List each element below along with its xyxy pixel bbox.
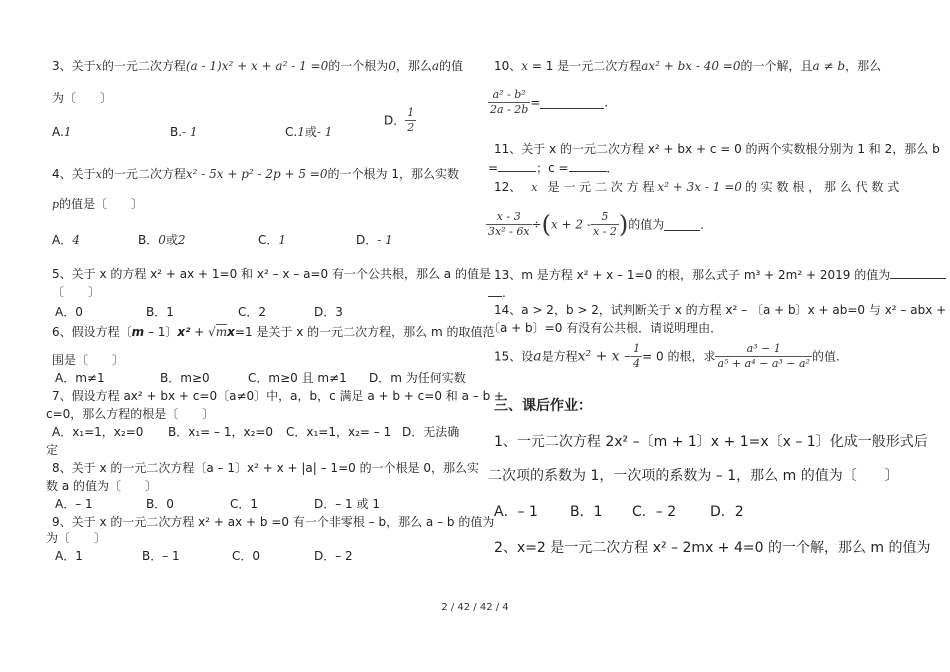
q10-line1	[494, 58, 881, 74]
q14-line2: 〔a + b〕=0 有没有公共根．请说明理由．	[488, 321, 723, 335]
hw2-line1: 2、x=2 是一元二次方程 x² – 2mx + 4=0 的一个解，那么 m 的值为	[494, 540, 931, 556]
q4-var-p: p	[52, 198, 60, 211]
q15-g-den: a⁵ + a⁴ − a³ − a²	[717, 357, 810, 370]
q10-equals: =	[530, 95, 541, 110]
hw1-line1: 1、一元二次方程 2x² –〔m + 1〕x + 1=x〔x – 1〕化成一般形式后	[494, 434, 928, 450]
q6-sqrt: √m	[208, 325, 228, 339]
q15-line	[494, 342, 840, 371]
q12-text-c: 的 实 数 根 ， 那 么 代 数 式	[744, 180, 900, 194]
q3-option-c-or: 或	[304, 125, 317, 139]
q12-text-b: 是 一 元 二 次 方 程	[547, 180, 655, 194]
q12-tail: 的值为	[628, 217, 665, 232]
q12-divide: ÷	[531, 217, 542, 232]
q3-option-d	[384, 106, 416, 135]
q15-equation: x² + x –	[577, 348, 632, 365]
q12-var-x: x	[531, 181, 538, 194]
q12-f2-den: x - 2	[592, 225, 617, 238]
q8-option-d: D．– 1 或 1	[314, 497, 380, 511]
q8-line2: 数 a 的值为〔 〕	[46, 479, 157, 493]
q13-line2	[488, 284, 506, 301]
q4-option-b-value2: 2	[177, 233, 186, 247]
q4-option-a-label: A．	[52, 233, 73, 247]
hw1-option-d: D．2	[710, 504, 744, 520]
hw1-line2: 二次项的系数为 1，一次项的系数为 – 1，那么 m 的值为〔 〕	[488, 468, 899, 484]
q11-c-blank	[569, 159, 607, 172]
q4-equation: x² - 5x + p² - 2p + 5 =0	[185, 167, 328, 181]
q8-option-a: A．– 1	[55, 497, 93, 511]
q10-fraction	[488, 88, 530, 117]
q6-prefix: 6、假设方程〔	[52, 325, 132, 339]
q4-line1	[52, 166, 459, 183]
q4-option-a	[52, 232, 80, 248]
q4-option-a-value: 4	[72, 233, 80, 247]
q4-option-d-label: D．	[356, 233, 378, 247]
q9-option-b: B．– 1	[142, 549, 180, 563]
q9-line2: 为〔 〕	[46, 531, 107, 545]
q11-line1: 11、关于 x 的一元二次方程 x² + bx + c = 0 的两个实数根分别为 1 和 2，那么 b	[494, 142, 940, 156]
q5-option-b: B．1	[146, 305, 174, 319]
q4-option-b-or: 或	[165, 233, 178, 247]
q10-text-b: = 1 是一元二次方程	[528, 59, 642, 73]
q6-line1	[52, 324, 494, 340]
q3-option-b-value: - 1	[182, 125, 198, 139]
q9-option-c: C．0	[232, 549, 261, 563]
q6-option-d: D．m 为任何实数	[369, 371, 466, 385]
q10-var-x: x	[521, 59, 529, 73]
q6-text-b: – 1〕	[144, 325, 178, 339]
q3-option-d-num: 1	[407, 106, 415, 119]
q13-line1	[494, 266, 946, 283]
q12-dot: ．	[700, 217, 713, 232]
q12-line2: $\frac{x - 3}{\text{3x² - 6x}}$ ÷(x + 2 - $\frac{5}{x - 2}$ )的值为 ．	[488, 210, 713, 239]
q6-option-b: B．m≥0	[160, 371, 210, 385]
q10-dot: .	[604, 95, 609, 110]
q6-x: x	[227, 325, 235, 339]
q14-line1: 14、a > 2，b > 2，试判断关于 x 的方程 x² – 〔a + b〕x + ab=0 与 x² – abx +	[494, 303, 947, 317]
q10-condition: a ≠ b	[812, 59, 846, 73]
q9-option-d: D．– 2	[314, 549, 353, 563]
q3-option-c	[285, 124, 332, 140]
q3-equation: (a - 1)x² + x + a² - 1 =0	[185, 59, 329, 73]
q12-f2-num: 5	[591, 210, 619, 225]
q13-text: 13、m 是方程 x² + x – 1=0 的根，那么式子 m³ + 2m² + 2019 的值为	[494, 268, 891, 282]
q3-option-d-label: D．	[384, 113, 406, 128]
q13-answer-blank-cont	[488, 284, 502, 297]
q9-option-a: A．1	[55, 549, 83, 563]
q15-f-den: 4	[633, 357, 641, 370]
q10-line2	[488, 88, 608, 117]
q12-fraction1	[486, 210, 532, 239]
q4-text-c: 的一个根为 1，那么实数	[327, 167, 459, 181]
q4-option-d	[356, 232, 393, 248]
q3-text-b: 的一元二次方程	[101, 59, 186, 73]
q4-option-b	[138, 232, 186, 248]
q3-root: 0	[388, 59, 396, 73]
q12-fraction2	[591, 210, 619, 239]
hw1-option-a: A．– 1	[494, 504, 538, 520]
q15-text-c: = 0 的根，求	[642, 349, 716, 364]
q11-c-equals: ；c =	[536, 161, 569, 175]
q4-prefix: 4、关于	[52, 167, 96, 181]
q3-option-c-value1: 1	[297, 125, 305, 139]
q3-prefix: 3、关于	[52, 59, 96, 73]
q7-line4: 定	[46, 443, 59, 457]
q6-var-m: m	[131, 325, 145, 339]
q11-b-equals: =	[488, 161, 499, 175]
q12-paren-expr: x + 2 -	[550, 217, 591, 232]
q3-text-e: 的值	[439, 59, 464, 73]
q6-option-a: A．m≠1	[55, 371, 105, 385]
q12-line1	[494, 179, 899, 196]
q3-option-a-value: 1	[63, 125, 72, 139]
q12-answer-blank	[664, 218, 700, 231]
q5-option-c: C．2	[238, 305, 267, 319]
q5-option-a: A．0	[55, 305, 83, 319]
q7-line2: c=0，那么方程的根是〔 〕	[46, 407, 215, 421]
q12-prefix: 12、	[494, 180, 522, 194]
q13-answer-blank	[890, 266, 946, 279]
q8-line1: 8、关于 x 的一元二次方程〔a – 1〕x² + x + |a| – 1=0 的一个根是 0，那么实	[52, 461, 480, 475]
q15-prefix: 15、设	[494, 349, 534, 364]
q15-text-d: 的值.	[811, 349, 840, 364]
q4-option-b-value1: 0	[158, 233, 166, 247]
q12-equation: x² + 3x - 1 =0	[657, 180, 742, 194]
q6-option-c: C．m≥0 且 m≠1	[248, 371, 347, 385]
q4-option-d-value: - 1	[377, 233, 393, 247]
q11-b-blank	[498, 159, 536, 172]
q4-option-c-value: 1	[278, 233, 287, 247]
q5-line1: 5、关于 x 的方程 x² + ax + 1=0 和 x² – x – a=0 有一个公共根，那么 a 的值是	[52, 267, 491, 281]
q10-frac-den: 2a - 2b	[490, 103, 529, 116]
q3-option-b	[170, 124, 198, 140]
q12-f1-den: 3x² - 6x	[488, 225, 530, 238]
q11-line2	[488, 159, 619, 176]
hw1-option-b: B．1	[570, 504, 603, 520]
q7-option-b: B．x₁= – 1，x₂=0	[168, 425, 274, 439]
q3-var-a: a	[431, 59, 440, 73]
q10-text-c: 的一个解，且	[740, 59, 813, 73]
q3-line2: 为〔 〕	[52, 91, 113, 105]
q3-option-c-label: C.	[285, 125, 298, 139]
q6-sqrt-m: m	[215, 325, 228, 339]
q8-option-c: C．1	[230, 497, 259, 511]
q11-end: ．	[606, 161, 619, 175]
q6-x2: x²	[177, 325, 191, 339]
q13-dot: .	[502, 286, 506, 300]
q15-fraction1	[631, 342, 642, 371]
q12-f1-num: x - 3	[486, 210, 532, 225]
q15-f-num: 1	[633, 342, 641, 355]
q3-var-x: x	[95, 60, 102, 73]
q7-line1: 7、假设方程 ax² + bx + c=0〔a≠0〕中，a，b，c 满足 a + b + c=0 和 a – b +	[52, 389, 505, 403]
q3-option-d-fraction	[405, 106, 416, 135]
q3-option-a-label: A.	[52, 125, 64, 139]
q10-text-d: ，那么	[845, 59, 882, 73]
q7-option-c: C．x₁=1，x₂= – 1	[286, 425, 392, 439]
q6-line2: 围是〔 〕	[52, 353, 125, 367]
q15-g-num: a³ − 1	[715, 342, 812, 357]
q3-option-c-value2: - 1	[316, 125, 333, 139]
q15-var-a: a	[533, 348, 542, 365]
hw1-option-c: C．– 2	[632, 504, 677, 520]
q8-option-b: B．0	[146, 497, 174, 511]
q9-line1: 9、关于 x 的一元二次方程 x² + ax + b =0 有一个非零根 – b，那么 a – b 的值为	[52, 515, 495, 529]
q3-option-d-den: 2	[407, 121, 415, 134]
q4-option-c-label: C．	[258, 233, 279, 247]
page-indicator: 2 / 42 / 42 / 4	[441, 602, 509, 613]
q15-fraction2	[715, 342, 812, 371]
q4-option-c	[258, 232, 286, 248]
q10-prefix: 10、	[494, 59, 522, 73]
q4-text-2: 的值是〔 〕	[59, 197, 144, 211]
q10-equation: ax² + bx - 40 =0	[641, 59, 741, 73]
q3-option-b-label: B.	[170, 125, 183, 139]
q3-text-d: ，那么	[395, 59, 432, 73]
q3-line1	[52, 58, 463, 75]
q4-text-b: 的一元二次方程	[101, 167, 186, 181]
q4-option-b-label: B．	[138, 233, 159, 247]
q5-option-d: D．3	[314, 305, 343, 319]
q3-text-c: 的一个根为	[328, 59, 389, 73]
q10-answer-blank	[540, 96, 604, 109]
q7-option-d: D．无法确	[402, 425, 460, 439]
q10-frac-num: a² - b²	[488, 88, 530, 103]
q6-text-d: =1 是关于 x 的一元二次方程，那么 m 的取值范	[234, 325, 495, 339]
q4-line2	[52, 196, 143, 213]
section-title: 三、课后作业：	[494, 398, 592, 414]
q15-text-b: 是方程	[541, 349, 578, 364]
q4-var-x: x	[95, 168, 102, 181]
q7-option-a: A．x₁=1，x₂=0	[52, 425, 144, 439]
q5-line2: 〔 〕	[52, 285, 101, 299]
q3-option-a	[52, 124, 71, 140]
q6-text-c: +	[190, 325, 209, 339]
